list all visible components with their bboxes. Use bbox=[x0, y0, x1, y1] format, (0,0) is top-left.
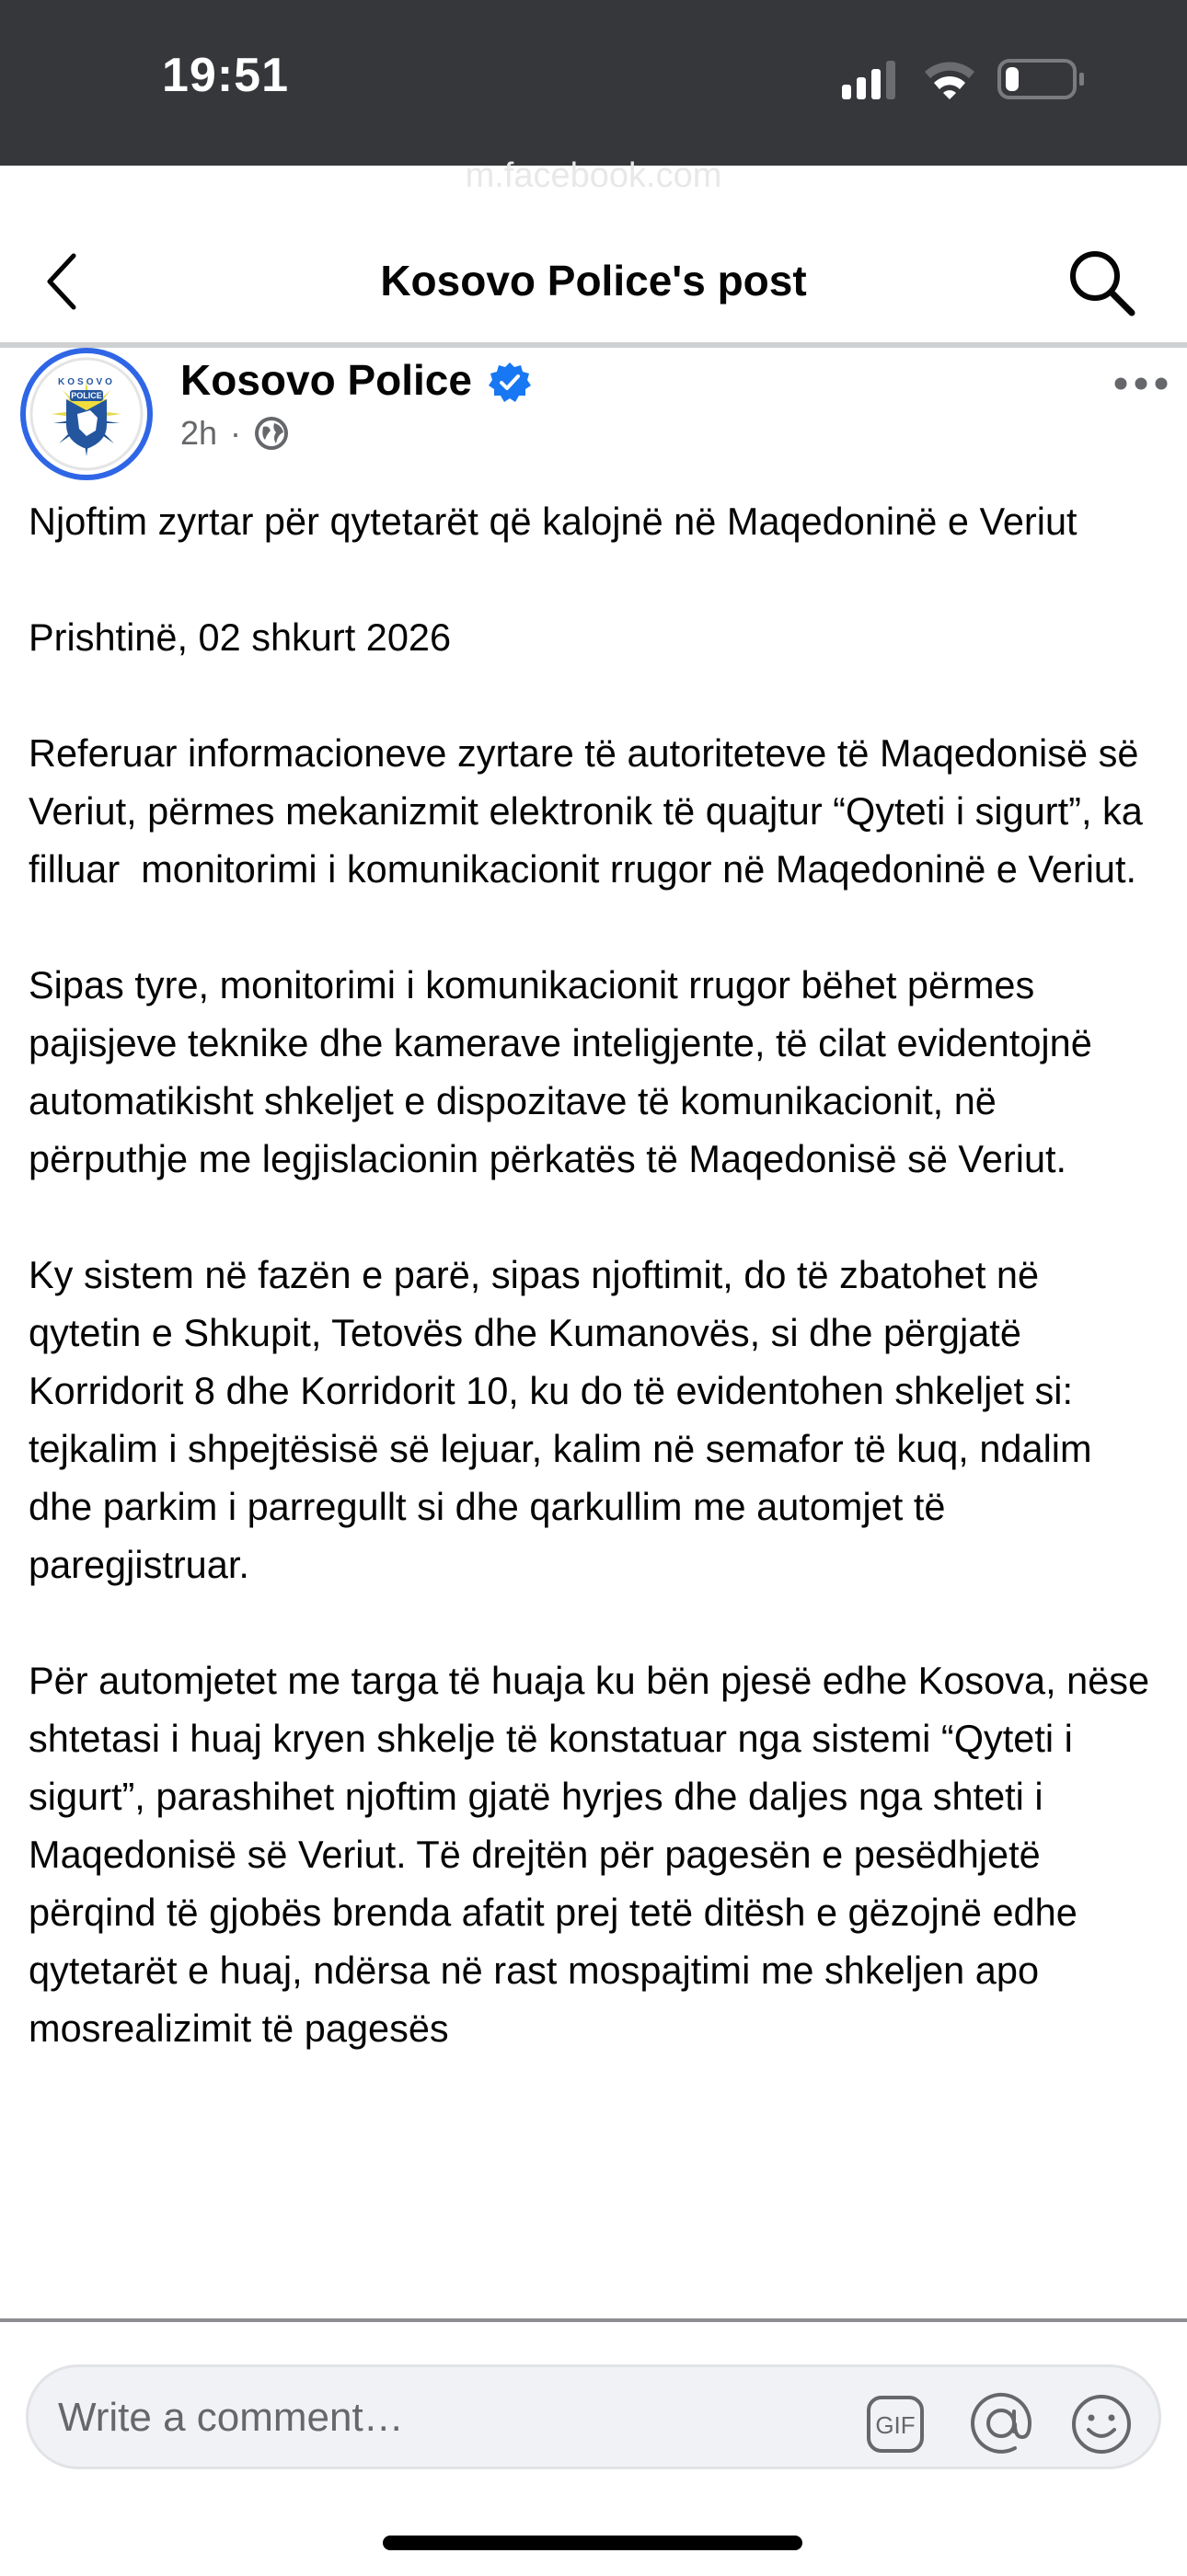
meta-separator: · bbox=[230, 414, 242, 452]
battery-level bbox=[1006, 67, 1019, 91]
kosovo-police-logo bbox=[26, 353, 147, 475]
comment-placeholder[interactable]: Write a comment… bbox=[58, 2395, 404, 2440]
post-paragraph-title: Njoftim zyrtar për qytetarët që kalojnë në Maqedoninë e Veriut bbox=[29, 500, 1078, 543]
nav-bar bbox=[0, 219, 1187, 348]
battery-icon bbox=[997, 59, 1086, 99]
globe-icon bbox=[254, 416, 289, 451]
post-meta bbox=[180, 414, 289, 453]
status-bar bbox=[0, 0, 1187, 195]
emoji-icon[interactable] bbox=[1070, 2393, 1133, 2455]
post-paragraph: Sipas tyre, monitorimi i komunikacionit rrugor bëhet përmes pajisjeve teknike dhe kamerave inteligjente, të cilat evidentojnë automatikisht shkeljet e dispozitave të komunikacionit, në përputhje me legjislacionin përkatës të Maqedonisë së Veriut. bbox=[29, 963, 1103, 1180]
page-title: Kosovo Police's post bbox=[380, 257, 807, 305]
signal-icon bbox=[842, 61, 897, 99]
mention-icon[interactable] bbox=[969, 2391, 1033, 2455]
wifi-icon bbox=[923, 57, 976, 99]
page-name[interactable]: Kosovo Police bbox=[180, 356, 472, 404]
search-icon[interactable] bbox=[1066, 247, 1139, 320]
logo-text-kosovo: KOSOVO bbox=[58, 377, 115, 387]
more-horizontal-icon[interactable] bbox=[1113, 374, 1169, 394]
logo-text-police: POLICE bbox=[71, 391, 102, 400]
post-header bbox=[0, 348, 1187, 486]
post-paragraph: Referuar informacioneve zyrtare të autoriteteve të Maqedonisë së Veriut, përmes mekanizmit elektronik të quajtur “Qyteti i sigurt”, ka filluar monitorimi i komunikacionit rrugor në Maqedoninë e Veriut. bbox=[29, 731, 1154, 891]
status-time: 19:51 bbox=[162, 49, 289, 102]
gif-icon[interactable] bbox=[866, 2395, 925, 2454]
post-paragraph-dateline: Prishtinë, 02 shkurt 2026 bbox=[29, 615, 452, 659]
url-bar[interactable]: m.facebook.com bbox=[465, 156, 722, 195]
post-paragraph: Ky sistem në fazën e parë, sipas njoftimit, do të zbatohet në qytetin e Shkupit, Tetovës dhe Kumanovës, si dhe përgjatë Korridorit 8 dhe Korridorit 10, ku do të evidentohen shkeljet si: tejkalim i shpejtësisë së lejuar, kalim në semafor të kuq, ndalim dhe parkim i parregullt si dhe qarkullim me automjet të paregjistruar. bbox=[29, 1253, 1103, 1586]
post-paragraph: Për automjetet me targa të huaja ku bën pjesë edhe Kosova, nëse shtetasi i huaj kryen shkelje të konstatuar nga sistemi “Qyteti i sigurt”, parashihet njoftim gjatë hyrjes dhe daljes nga shteti i Maqedonisë së Veriut. Të drejtën për pagesën e pesëdhjetë përqind të gjobës brenda afatit prej tetë ditësh e gëzojnë edhe qytetarët e huaj, ndërsa në rast mospajtimi me shkeljen apo mosrealizimit të pagesës bbox=[29, 1659, 1160, 2050]
verified-badge-icon bbox=[488, 361, 532, 405]
post-timestamp[interactable]: 2h bbox=[180, 414, 218, 452]
gif-label: GIF bbox=[875, 2411, 916, 2439]
comment-input[interactable] bbox=[26, 2364, 1161, 2469]
home-indicator[interactable] bbox=[383, 2536, 802, 2550]
avatar[interactable] bbox=[20, 348, 153, 480]
post-body bbox=[29, 492, 1160, 2318]
